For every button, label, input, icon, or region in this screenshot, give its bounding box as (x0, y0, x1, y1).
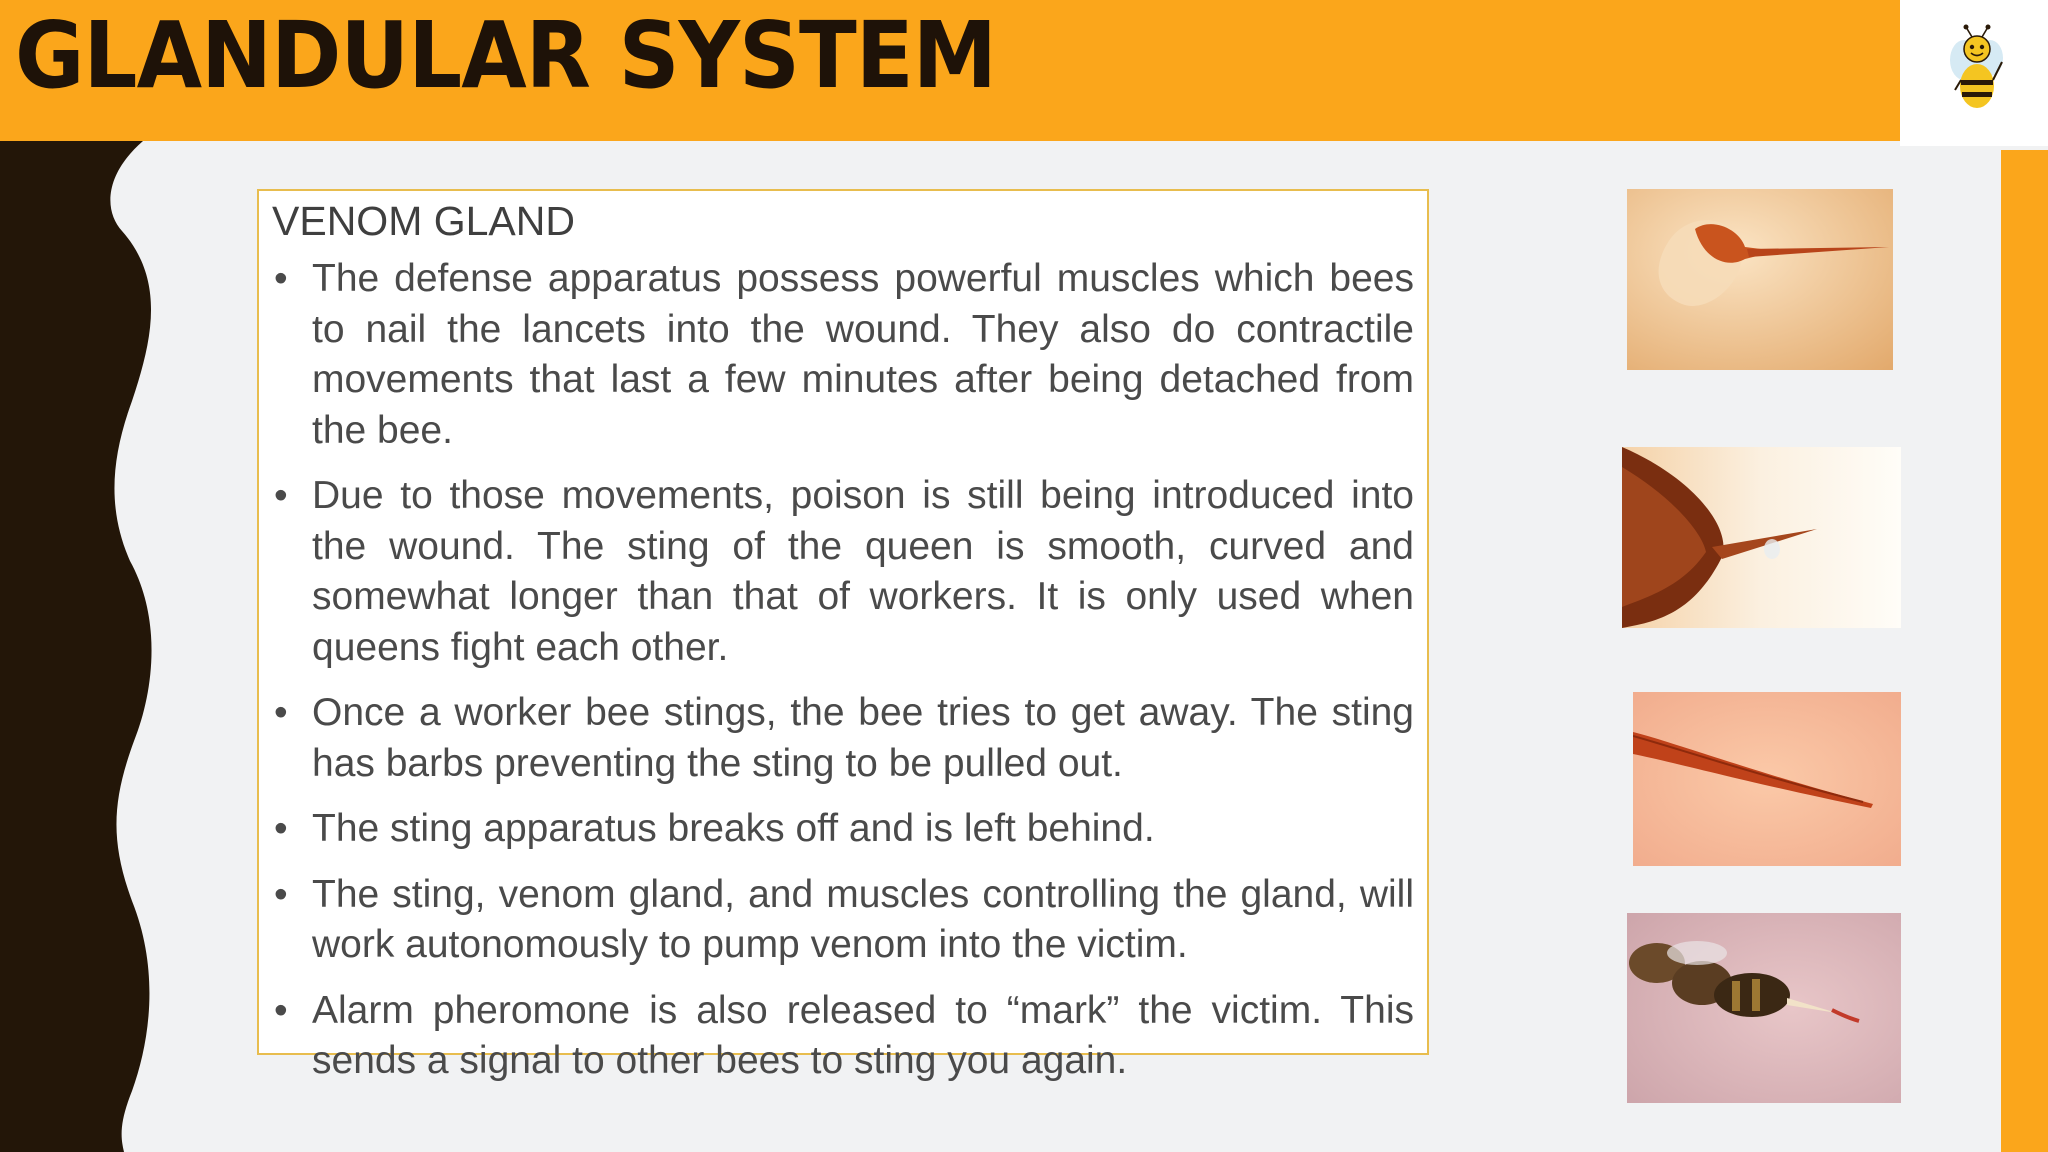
stinger-photo-1 (1627, 189, 1893, 370)
bullet-marker: • (274, 691, 288, 734)
bee-mascot-icon (1900, 0, 2048, 146)
bullet-text: The defense apparatus possess powerful muscles which bees to nail the lancets into the wound. They also do contractile movements that last a few minutes after being detached from the bee. (312, 257, 1414, 452)
bullet-marker: • (274, 257, 288, 300)
bee-sting-photo (1627, 913, 1901, 1103)
bullet-item (272, 986, 1414, 1087)
bullet-item (272, 688, 1414, 789)
bullet-marker: • (274, 474, 288, 517)
slide-title: GLANDULAR SYSTEM (15, 2, 997, 109)
bullet-list (272, 254, 1414, 1087)
bullet-item (272, 804, 1414, 855)
bullet-text: The sting apparatus breaks off and is left behind. (312, 807, 1155, 850)
bullet-item (272, 471, 1414, 673)
stinger-photo-2 (1622, 447, 1901, 628)
bullet-text: The sting, venom gland, and muscles controlling the gland, will work autonomously to pump venom into the victim. (312, 872, 1414, 966)
bullet-marker: • (274, 872, 288, 916)
bullet-item (272, 254, 1414, 456)
text-area (272, 196, 1414, 1102)
bullet-text: Once a worker bee stings, the bee tries to get away. The sting has barbs preventing the sting to be pulled out. (312, 691, 1414, 785)
logo-box (1900, 0, 2048, 146)
decorative-right-stripe (2001, 150, 2048, 1152)
header-bar (0, 0, 1900, 141)
bullet-text: Alarm pheromone is also released to “mark” the victim. This sends a signal to other bees to sting you again. (312, 988, 1414, 1082)
bullet-marker: • (274, 988, 288, 1032)
section-heading: VENOM GLAND (272, 198, 575, 244)
bullet-text: Due to those movements, poison is still being introduced into the wound. The sting of the queen is smooth, curved and somewhat longer than that of workers. It is only used when queens fight each other. (312, 474, 1414, 669)
stinger-photo-3 (1633, 692, 1901, 866)
decorative-wavy-band (0, 141, 160, 1152)
bullet-marker: • (274, 807, 288, 850)
bullet-item (272, 870, 1414, 971)
